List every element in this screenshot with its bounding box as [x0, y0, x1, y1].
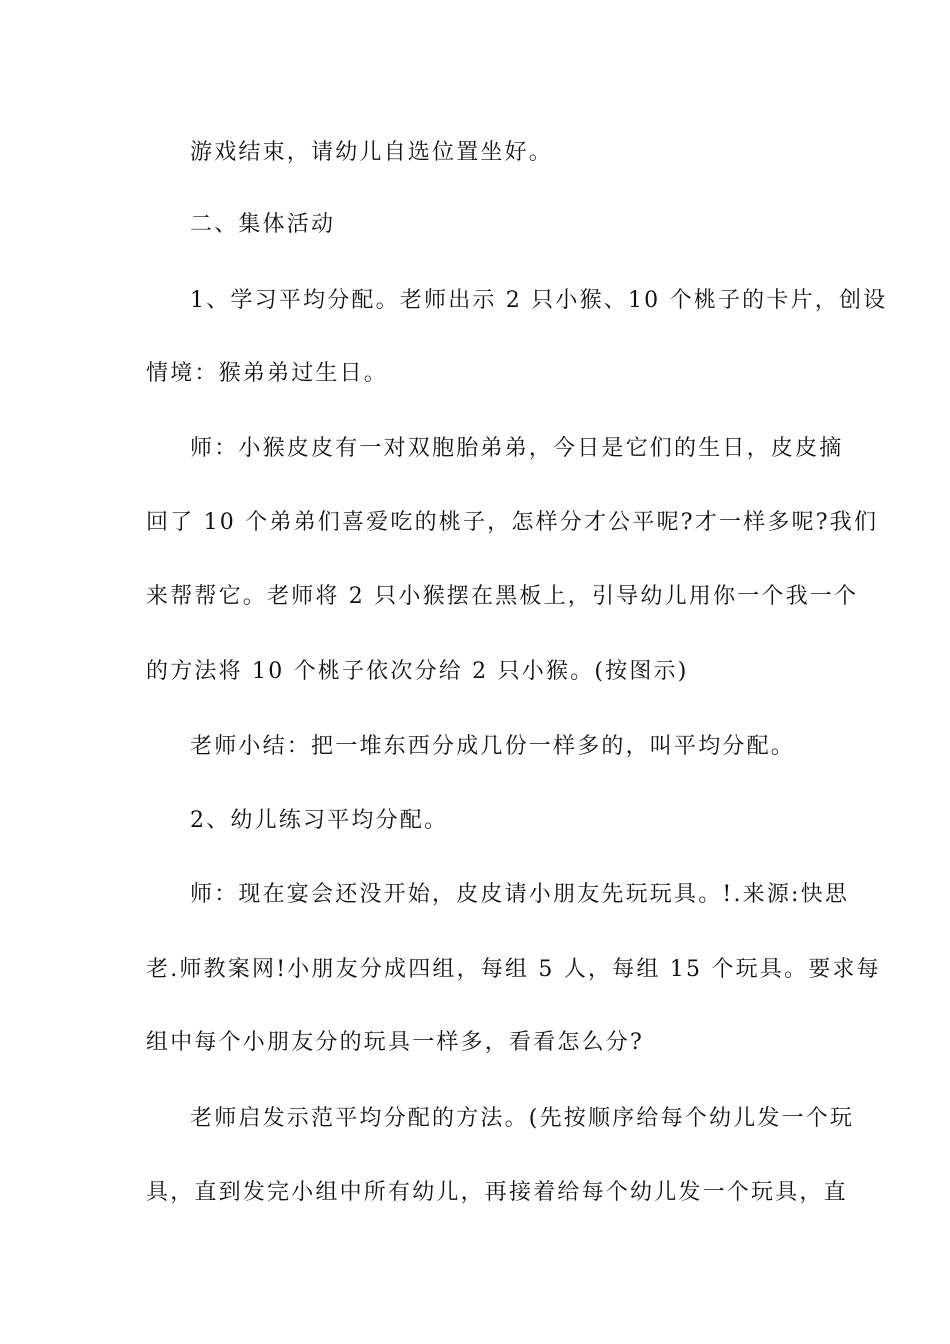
paragraph-line: 情境：猴弟弟过生日。: [146, 361, 389, 386]
paragraph-line: 老师启发示范平均分配的方法。(先按顺序给每个幼儿发一个玩: [190, 1106, 855, 1131]
paragraph-line: 游戏结束，请幼儿自选位置坐好。: [190, 140, 554, 165]
paragraph-line: 组中每个小朋友分的玩具一样多，看看怎么分?: [146, 1030, 644, 1055]
paragraph-line: 2、幼儿练习平均分配。: [190, 808, 449, 833]
paragraph-line: 来帮帮它。老师将 2 只小猴摆在黑板上，引导幼儿用你一个我一个: [146, 584, 859, 609]
paragraph-line: 老.师教案网!小朋友分成四组，每组 5 人，每组 15 个玩具。要求每: [146, 957, 881, 982]
paragraph-line: 的方法将 10 个桃子依次分给 2 只小猴。(按图示): [146, 659, 689, 684]
paragraph-line: 师：现在宴会还没开始，皮皮请小朋友先玩玩具。!.来源:快思: [190, 882, 850, 907]
paragraph-line: 师：小猴皮皮有一对双胞胎弟弟，今日是它们的生日，皮皮摘: [190, 436, 844, 461]
paragraph-line: 老师小结：把一堆东西分成几份一样多的，叫平均分配。: [190, 734, 796, 759]
paragraph-line: 1、学习平均分配。老师出示 2 只小猴、10 个桃子的卡片，创设: [190, 288, 888, 313]
paragraph-line: 具，直到发完小组中所有幼儿，再接着给每个幼儿发一个玩具，直: [146, 1180, 848, 1205]
section-heading: 二、集体活动: [190, 212, 336, 237]
paragraph-line: 回了 10 个弟弟们喜爱吃的桃子，怎样分才公平呢?才一样多呢?我们: [146, 510, 879, 535]
